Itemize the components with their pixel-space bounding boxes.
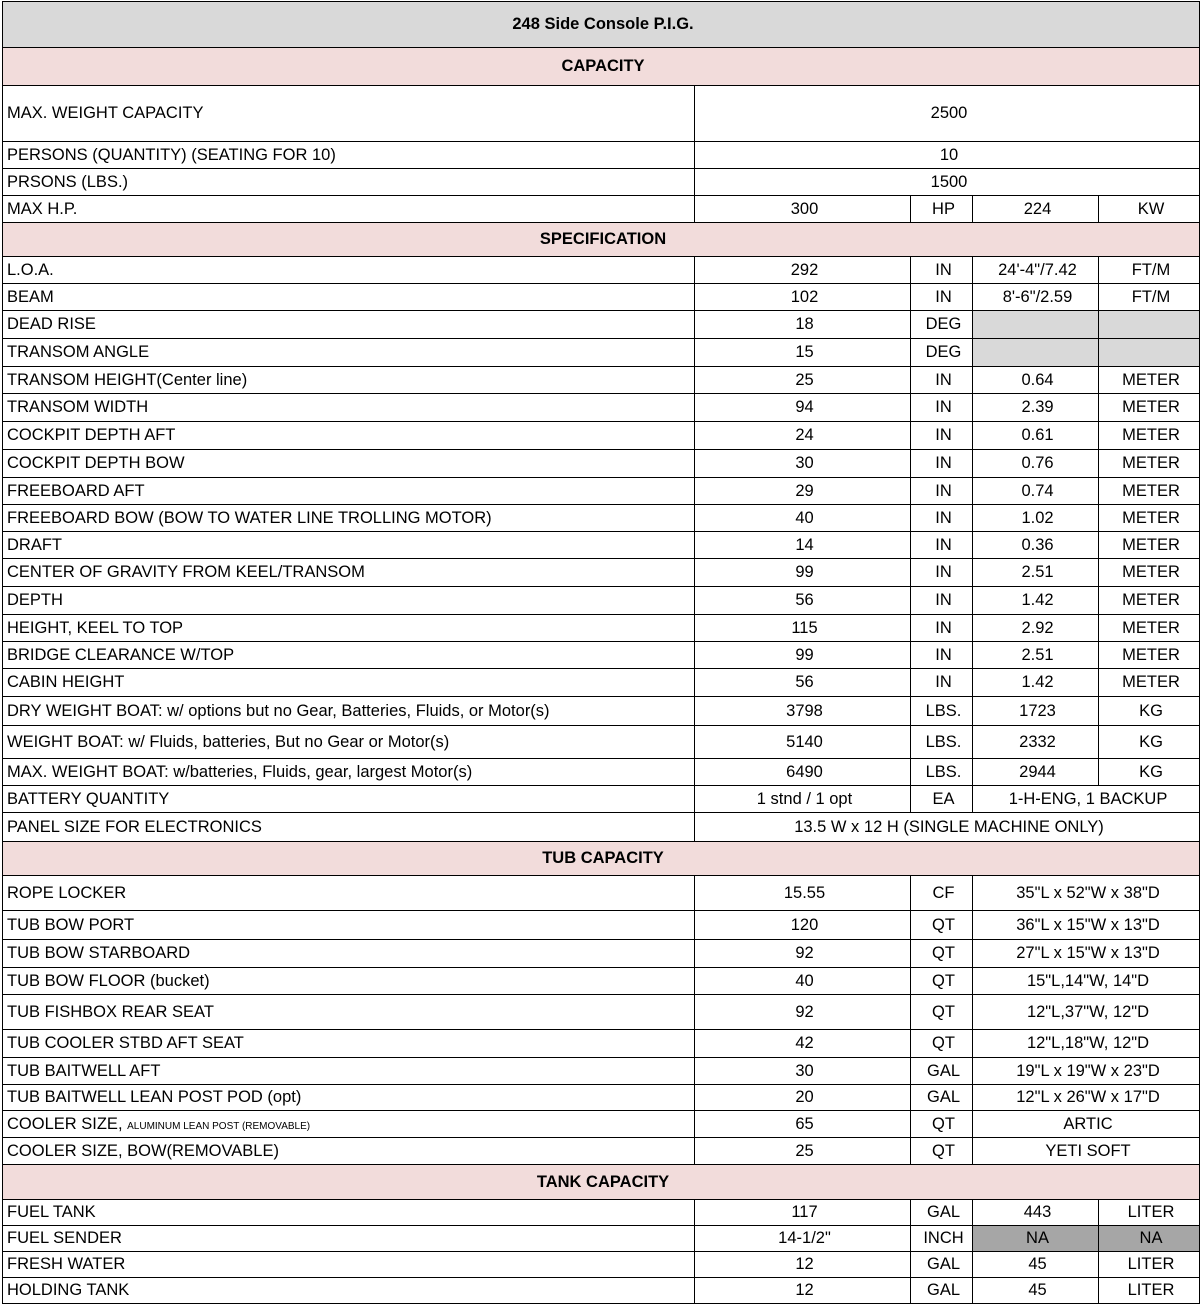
tank-unit: GAL: [911, 1252, 973, 1278]
tub-unit: QT: [911, 940, 973, 968]
spec-metric: 8'-6"/2.59: [973, 284, 1099, 311]
spec-value: 99: [695, 559, 911, 587]
tank-metric: 45: [973, 1252, 1099, 1278]
spec-metric: 2944: [973, 759, 1099, 786]
panel-value: 13.5 W x 12 H (SINGLE MACHINE ONLY): [695, 813, 1200, 842]
persons-lbs-label: PRSONS (LBS.): [3, 169, 695, 196]
spec-row: [3, 759, 1200, 786]
tub-unit: QT: [911, 1030, 973, 1058]
spec-value: 6490: [695, 759, 911, 786]
tub-row: [3, 876, 1200, 911]
tub-row: [3, 995, 1200, 1030]
section-row: [3, 48, 1200, 86]
tub-dimensions: 36"L x 15"W x 13"D: [973, 911, 1200, 940]
cooler-row: [3, 1111, 1200, 1138]
spec-metric-unit: KG: [1099, 726, 1200, 759]
spec-value: 3798: [695, 697, 911, 726]
cooler-label: [3, 1138, 695, 1165]
tub-dimensions: 12"L,37"W, 12"D: [973, 995, 1200, 1030]
spec-metric-unit: METER: [1099, 615, 1200, 642]
section-header-tub-capacity: TUB CAPACITY: [3, 842, 1200, 876]
spec-metric-unit: METER: [1099, 478, 1200, 505]
tub-dimensions: 12"L x 26"W x 17"D: [973, 1085, 1200, 1111]
spec-metric-unit: METER: [1099, 422, 1200, 450]
tub-value: 92: [695, 940, 911, 968]
spec-metric-unit: METER: [1099, 505, 1200, 532]
spec-unit: IN: [911, 532, 973, 559]
spec-metric-unit: METER: [1099, 587, 1200, 615]
spec-value: 56: [695, 669, 911, 697]
max-weight-label: MAX. WEIGHT CAPACITY: [3, 86, 695, 142]
spec-unit: DEG: [911, 339, 973, 367]
tank-metric-unit: NA: [1099, 1226, 1200, 1252]
spec-value: 99: [695, 642, 911, 669]
spec-value: 115: [695, 615, 911, 642]
section-row: [3, 842, 1200, 876]
tub-label: TUB BAITWELL LEAN POST POD (opt): [3, 1085, 695, 1111]
spec-label: DRY WEIGHT BOAT: w/ options but no Gear, Batteries, Fluids, or Motor(s): [3, 697, 695, 726]
spec-metric: 2.51: [973, 559, 1099, 587]
spec-value: 24: [695, 422, 911, 450]
tub-value: 30: [695, 1058, 911, 1085]
spec-metric-unit: METER: [1099, 367, 1200, 394]
spec-unit: IN: [911, 559, 973, 587]
spec-unit: IN: [911, 450, 973, 478]
tank-row: [3, 1252, 1200, 1278]
spec-unit: IN: [911, 642, 973, 669]
section-header-tank-capacity: TANK CAPACITY: [3, 1165, 1200, 1200]
spec-label: WEIGHT BOAT: w/ Fluids, batteries, But no Gear or Motor(s): [3, 726, 695, 759]
spec-metric: 2.39: [973, 394, 1099, 422]
tub-unit: CF: [911, 876, 973, 911]
tub-unit: QT: [911, 968, 973, 995]
spec-metric-unit-empty: [1099, 311, 1200, 339]
spec-value: 5140: [695, 726, 911, 759]
panel-label: PANEL SIZE FOR ELECTRONICS: [3, 813, 695, 842]
spec-label: TRANSOM HEIGHT(Center line): [3, 367, 695, 394]
tank-label: FRESH WATER: [3, 1252, 695, 1278]
tub-label: TUB BOW PORT: [3, 911, 695, 940]
capacity-row: [3, 169, 1200, 196]
tank-label: FUEL TANK: [3, 1200, 695, 1226]
tank-value: 117: [695, 1200, 911, 1226]
spec-unit: IN: [911, 257, 973, 284]
spec-row: [3, 559, 1200, 587]
tub-value: 120: [695, 911, 911, 940]
spec-unit: DEG: [911, 311, 973, 339]
spec-row: [3, 642, 1200, 669]
spec-metric: 2332: [973, 726, 1099, 759]
tank-unit: INCH: [911, 1226, 973, 1252]
spec-label: CABIN HEIGHT: [3, 669, 695, 697]
spec-label: FREEBOARD BOW (BOW TO WATER LINE TROLLING MOTOR): [3, 505, 695, 532]
spec-label: DRAFT: [3, 532, 695, 559]
spec-row: [3, 367, 1200, 394]
tank-value: 12: [695, 1278, 911, 1304]
spec-metric-unit: METER: [1099, 394, 1200, 422]
spec-unit: IN: [911, 478, 973, 505]
spec-metric: 0.64: [973, 367, 1099, 394]
cooler-label-text: COOLER SIZE, BOW(REMOVABLE): [7, 1141, 279, 1160]
page-title: 248 Side Console P.I.G.: [3, 2, 1200, 48]
tank-metric: 443: [973, 1200, 1099, 1226]
cooler-unit: QT: [911, 1138, 973, 1165]
tub-unit: GAL: [911, 1058, 973, 1085]
spec-row: [3, 726, 1200, 759]
section-header-specification: SPECIFICATION: [3, 223, 1200, 257]
spec-metric-unit: METER: [1099, 532, 1200, 559]
spec-row: [3, 615, 1200, 642]
spec-value: 40: [695, 505, 911, 532]
spec-unit: IN: [911, 394, 973, 422]
capacity-row: [3, 142, 1200, 169]
section-row: [3, 1165, 1200, 1200]
tank-value: 14-1/2": [695, 1226, 911, 1252]
spec-table-body: [3, 2, 1200, 1304]
spec-metric-unit: KG: [1099, 759, 1200, 786]
tub-value: 42: [695, 1030, 911, 1058]
tub-label: TUB COOLER STBD AFT SEAT: [3, 1030, 695, 1058]
spec-metric-unit: METER: [1099, 450, 1200, 478]
tub-row: [3, 940, 1200, 968]
tub-label: TUB BOW FLOOR (bucket): [3, 968, 695, 995]
spec-row: [3, 532, 1200, 559]
tank-row: [3, 1226, 1200, 1252]
spec-unit: LBS.: [911, 697, 973, 726]
spec-label: BRIDGE CLEARANCE W/TOP: [3, 642, 695, 669]
spec-metric-empty: [973, 339, 1099, 367]
tub-row: [3, 1085, 1200, 1111]
tank-row: [3, 1278, 1200, 1304]
spec-unit: IN: [911, 284, 973, 311]
spec-metric: 1.42: [973, 587, 1099, 615]
spec-row: [3, 505, 1200, 532]
tank-unit: GAL: [911, 1278, 973, 1304]
max-hp-metric: 224: [973, 196, 1099, 223]
spec-metric-unit: METER: [1099, 559, 1200, 587]
spec-value: 292: [695, 257, 911, 284]
cooler-row: [3, 1138, 1200, 1165]
battery-value: 1 stnd / 1 opt: [695, 786, 911, 813]
spec-row: [3, 478, 1200, 505]
panel-row: [3, 813, 1200, 842]
spec-label: DEAD RISE: [3, 311, 695, 339]
tub-dimensions: 15"L,14"W, 14"D: [973, 968, 1200, 995]
tub-value: 92: [695, 995, 911, 1030]
tub-dimensions: 19"L x 19"W x 23"D: [973, 1058, 1200, 1085]
spec-unit: IN: [911, 505, 973, 532]
cooler-label: [3, 1111, 695, 1138]
spec-metric-unit: METER: [1099, 669, 1200, 697]
spec-metric-unit-empty: [1099, 339, 1200, 367]
spec-unit: IN: [911, 422, 973, 450]
spec-metric: 1723: [973, 697, 1099, 726]
spec-row: [3, 422, 1200, 450]
spec-row: [3, 311, 1200, 339]
spec-metric: 2.92: [973, 615, 1099, 642]
tub-label: ROPE LOCKER: [3, 876, 695, 911]
cooler-type: ARTIC: [973, 1111, 1200, 1138]
spec-metric-unit: METER: [1099, 642, 1200, 669]
capacity-row: [3, 86, 1200, 142]
spec-metric-unit: KG: [1099, 697, 1200, 726]
spec-value: 29: [695, 478, 911, 505]
spec-row: [3, 697, 1200, 726]
tub-value: 20: [695, 1085, 911, 1111]
tank-label: FUEL SENDER: [3, 1226, 695, 1252]
tub-unit: GAL: [911, 1085, 973, 1111]
persons-qty-label: PERSONS (QUANTITY) (SEATING FOR 10): [3, 142, 695, 169]
spec-row: [3, 257, 1200, 284]
section-header-capacity: CAPACITY: [3, 48, 1200, 86]
spec-metric: 0.74: [973, 478, 1099, 505]
spec-metric: 2.51: [973, 642, 1099, 669]
spec-metric: 1.42: [973, 669, 1099, 697]
spec-metric: 0.76: [973, 450, 1099, 478]
spec-value: 15: [695, 339, 911, 367]
spec-unit: IN: [911, 367, 973, 394]
spec-value: 102: [695, 284, 911, 311]
spec-value: 56: [695, 587, 911, 615]
spec-value: 18: [695, 311, 911, 339]
spec-value: 94: [695, 394, 911, 422]
section-row: [3, 223, 1200, 257]
tub-row: [3, 968, 1200, 995]
cooler-unit: QT: [911, 1111, 973, 1138]
spec-label: FREEBOARD AFT: [3, 478, 695, 505]
spec-unit: IN: [911, 587, 973, 615]
tank-metric: 45: [973, 1278, 1099, 1304]
max-hp-value: 300: [695, 196, 911, 223]
tub-label: TUB BAITWELL AFT: [3, 1058, 695, 1085]
spec-table: [2, 1, 1200, 1304]
tub-dimensions: 12"L,18"W, 12"D: [973, 1030, 1200, 1058]
tub-row: [3, 911, 1200, 940]
tub-row: [3, 1058, 1200, 1085]
tub-dimensions: 27"L x 15"W x 13"D: [973, 940, 1200, 968]
spec-label: TRANSOM WIDTH: [3, 394, 695, 422]
tank-value: 12: [695, 1252, 911, 1278]
spec-label: COCKPIT DEPTH AFT: [3, 422, 695, 450]
spec-unit: IN: [911, 615, 973, 642]
persons-lbs-value: 1500: [695, 169, 1200, 196]
spec-row: [3, 450, 1200, 478]
spec-row: [3, 339, 1200, 367]
spec-unit: IN: [911, 669, 973, 697]
spec-label: BEAM: [3, 284, 695, 311]
tub-unit: QT: [911, 911, 973, 940]
tank-metric-unit: LITER: [1099, 1278, 1200, 1304]
spec-row: [3, 284, 1200, 311]
spec-label: CENTER OF GRAVITY FROM KEEL/TRANSOM: [3, 559, 695, 587]
cooler-value: 25: [695, 1138, 911, 1165]
capacity-row: [3, 196, 1200, 223]
tub-dimensions: 35"L x 52"W x 38"D: [973, 876, 1200, 911]
spec-row: [3, 669, 1200, 697]
spec-label: DEPTH: [3, 587, 695, 615]
tub-value: 40: [695, 968, 911, 995]
spec-value: 14: [695, 532, 911, 559]
battery-row: [3, 786, 1200, 813]
max-weight-value: 2500: [695, 86, 1200, 142]
max-hp-metric-unit: KW: [1099, 196, 1200, 223]
spec-metric: 0.36: [973, 532, 1099, 559]
spec-row: [3, 587, 1200, 615]
tub-label: TUB FISHBOX REAR SEAT: [3, 995, 695, 1030]
spec-metric: 24'-4"/7.42: [973, 257, 1099, 284]
spec-value: 30: [695, 450, 911, 478]
spec-row: [3, 394, 1200, 422]
cooler-label-note: ALUMINUM LEAN POST (REMOVABLE): [127, 1120, 311, 1132]
persons-qty-value: 10: [695, 142, 1200, 169]
cooler-value: 65: [695, 1111, 911, 1138]
cooler-type: YETI SOFT: [973, 1138, 1200, 1165]
tank-metric: NA: [973, 1226, 1099, 1252]
spec-metric-unit: FT/M: [1099, 284, 1200, 311]
tank-metric-unit: LITER: [1099, 1200, 1200, 1226]
cooler-label-text: COOLER SIZE,: [7, 1114, 128, 1133]
battery-unit: EA: [911, 786, 973, 813]
tub-value: 15.55: [695, 876, 911, 911]
spec-unit: LBS.: [911, 726, 973, 759]
title-row: [3, 2, 1200, 48]
spec-label: L.O.A.: [3, 257, 695, 284]
tank-row: [3, 1200, 1200, 1226]
tank-metric-unit: LITER: [1099, 1252, 1200, 1278]
tub-label: TUB BOW STARBOARD: [3, 940, 695, 968]
spec-label: TRANSOM ANGLE: [3, 339, 695, 367]
battery-note: 1-H-ENG, 1 BACKUP: [973, 786, 1200, 813]
tank-label: HOLDING TANK: [3, 1278, 695, 1304]
spec-metric-empty: [973, 311, 1099, 339]
spec-label: MAX. WEIGHT BOAT: w/batteries, Fluids, gear, largest Motor(s): [3, 759, 695, 786]
tub-unit: QT: [911, 995, 973, 1030]
spec-metric-unit: FT/M: [1099, 257, 1200, 284]
spec-value: 25: [695, 367, 911, 394]
spec-label: COCKPIT DEPTH BOW: [3, 450, 695, 478]
battery-label: BATTERY QUANTITY: [3, 786, 695, 813]
tank-unit: GAL: [911, 1200, 973, 1226]
max-hp-unit: HP: [911, 196, 973, 223]
spec-label: HEIGHT, KEEL TO TOP: [3, 615, 695, 642]
spec-metric: 1.02: [973, 505, 1099, 532]
tub-row: [3, 1030, 1200, 1058]
max-hp-label: MAX H.P.: [3, 196, 695, 223]
spec-unit: LBS.: [911, 759, 973, 786]
spec-metric: 0.61: [973, 422, 1099, 450]
